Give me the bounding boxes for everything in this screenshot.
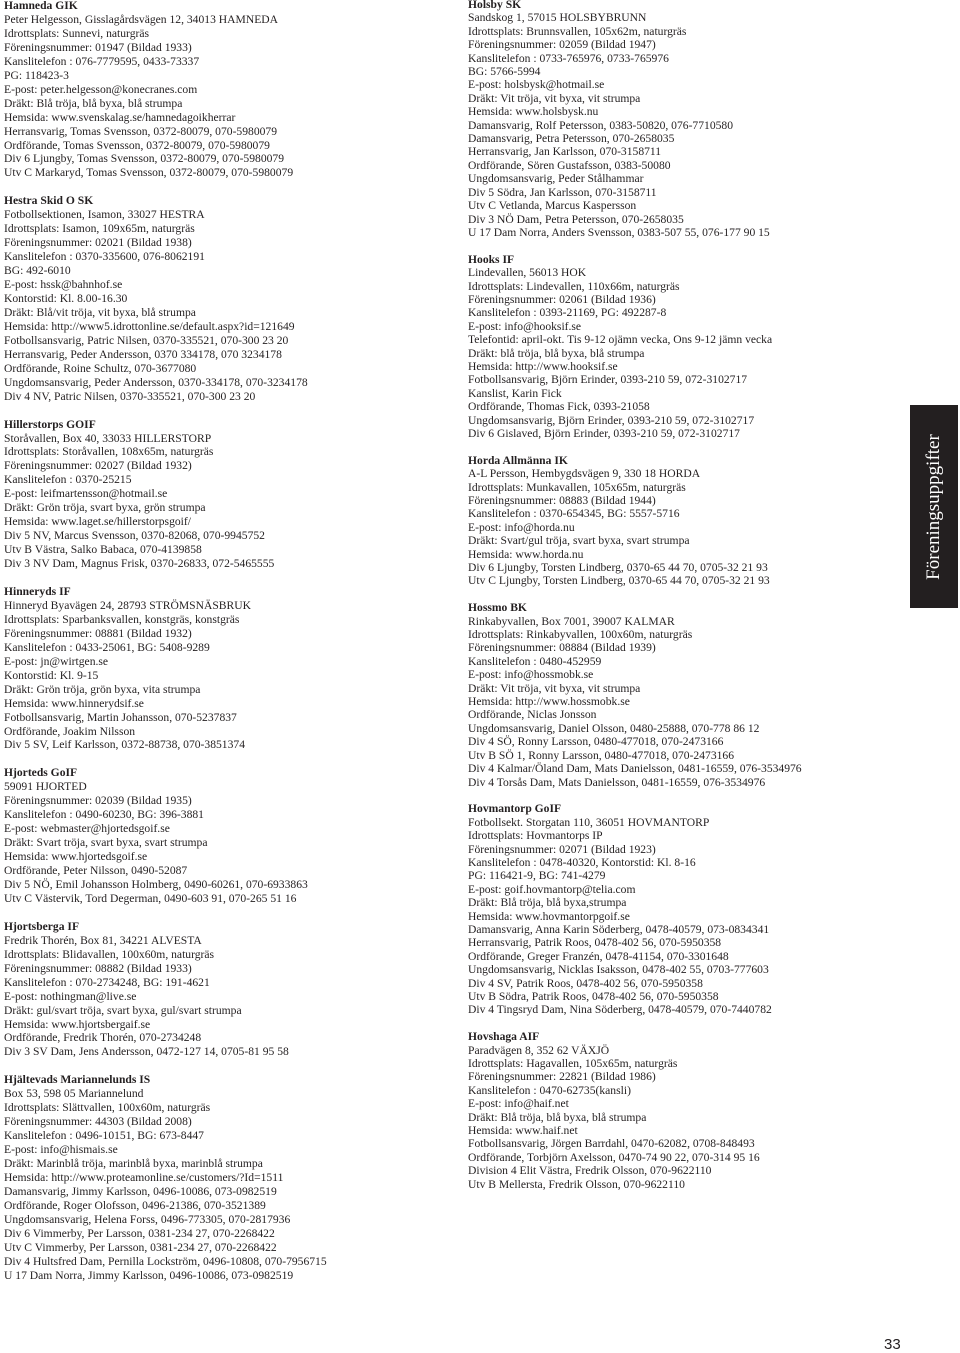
club-detail-line: Div 4 Hultsfred Dam, Pernilla Lockström, 0496-10808, 070-7956715 [4,1254,327,1268]
page-number: 33 [884,1336,901,1353]
club-detail-line: E-post: info@haif.net [468,1097,569,1111]
club-detail-line: Dräkt: Blå tröja, blå byxa, blå strumpa [4,96,183,110]
club-detail-line: Föreningsnummer: 08882 (Bildad 1933) [4,961,192,975]
club-detail-line: Kanslitelefon : 0480-452959 [468,654,602,668]
club-detail-line: Kanslitelefon : 0370-335600, 076-8062191 [4,250,205,264]
club-detail-line: Föreningsnummer: 02059 (Bildad 1947) [468,38,656,52]
club-detail-line: Ordförande, Thomas Fick, 0393-21058 [468,400,650,414]
club-detail-line: BG: 492-6010 [4,264,71,278]
club-detail-line: Kontorstid: Kl. 9-15 [4,668,99,682]
section-side-tab [910,405,958,608]
club-detail-line: Ordförande, Fredrik Thorén, 070-2734248 [4,1031,202,1045]
club-detail-line: Kanslist, Karin Fick [468,386,562,400]
club-detail-line: Herransvarig, Tomas Svensson, 0372-80079, 070-5980079 [4,124,278,138]
club-detail-line: Herransvarig, Patrik Roos, 0478-402 56, 070-5950358 [468,936,722,950]
club-detail-line: BG: 5766-5994 [468,65,541,79]
club-detail-line: Idrottsplats: Munkavallen, 105x65m, naturgräs [468,480,686,494]
club-entry [468,802,802,1017]
club-detail-line: Div 6 Ljungby, Torsten Lindberg, 0370-65 44 70, 0705-32 21 93 [468,561,768,575]
club-detail-line: Utv C Vetlanda, Marcus Kaspersson [468,199,637,213]
club-detail-line: Hemsida: www.haif.net [468,1124,578,1138]
club-detail-line: E-post: info@hooksif.se [468,319,582,333]
club-detail-line: PG: 118423-3 [4,68,69,82]
club-detail-line: Hemsida: http://www5.idrottonline.se/default.aspx?id=121649 [4,319,295,333]
club-detail-line: Idrottsplats: Hagavallen, 105x65m, naturgräs [468,1057,678,1071]
club-detail-line: E-post: info@hismais.se [4,1143,118,1157]
club-detail-line: Damansvarig, Anna Karin Söderberg, 0478-40579, 073-0834341 [468,922,770,936]
club-detail-line: Hemsida: www.hovmantorpgoif.se [468,909,630,923]
club-detail-line: Telefontid: april-okt. Tis 9-12 ojämn vecka, Ons 9-12 jämn vecka [468,333,773,347]
club-detail-line: Damansvarig, Petra Petersson, 070-2658035 [468,132,675,146]
club-detail-line: Div 6 Gislaved, Björn Erinder, 0393-210 59, 072-3102717 [468,426,740,440]
section-side-tab-label: Föreningsuppgifter [923,433,944,580]
club-detail-line: Utv B Mellersta, Fredrik Olsson, 070-9622110 [468,1177,685,1191]
club-detail-line: Div 5 NV, Marcus Svensson, 0370-82068, 070-9945752 [4,529,265,543]
club-detail-line: Hemsida: www.hinnerydsif.se [4,696,144,710]
club-detail-line: Hemsida: http://www.hossmobk.se [468,695,630,709]
club-detail-line: Div 3 NV Dam, Magnus Frisk, 0370-26833, 072-5465555 [4,557,275,571]
club-detail-line: Föreningsnummer: 01947 (Bildad 1933) [4,40,192,54]
club-detail-line: Division 4 Elit Västra, Fredrik Olsson, 070-9622110 [468,1164,712,1178]
club-detail-line: Storåvallen, Box 40, 33033 HILLERSTORP [4,431,212,445]
club-detail-line: Ordförande, Torbjörn Axelsson, 0470-74 90 22, 070-314 95 16 [468,1150,760,1164]
club-detail-line: Div 5 SV, Leif Karlsson, 0372-88738, 070-3851374 [4,738,245,752]
club-detail-line: Div 5 Södra, Jan Karlsson, 070-3158711 [468,185,657,199]
club-detail-line: Utv C Västervik, Tord Degerman, 0490-603 91, 070-265 51 16 [4,891,297,905]
club-detail-line: Hemsida: http://www.proteamonline.se/customers/?Id=1511 [4,1170,284,1184]
club-detail-line: Idrottsplats: Lindevallen, 110x66m, naturgräs [468,279,680,293]
club-detail-line: Kanslitelefon : 0393-21169, PG: 492287-8 [468,306,667,320]
club-detail-line: Kanslitelefon : 0478-40320, Kontorstid: Kl. 8-16 [468,855,696,869]
club-detail-line: Fredrik Thorén, Box 81, 34221 ALVESTA [4,933,202,947]
club-detail-line: Dräkt: Vit tröja, vit byxa, vit strumpa [468,91,641,105]
club-detail-line: Föreningsnummer: 22821 (Bildad 1986) [468,1070,656,1084]
club-detail-line: Div 4 Tingsryd Dam, Nina Söderberg, 0478-40579, 070-7440782 [468,1003,772,1017]
club-detail-line: Box 53, 598 05 Mariannelund [4,1087,144,1101]
club-detail-line: Utv C Markaryd, Tomas Svensson, 0372-80079, 070-5980079 [4,166,294,180]
club-detail-line: Föreningsnummer: 02071 (Bildad 1923) [468,842,656,856]
club-detail-line: Hinneryd Byavägen 24, 28793 STRÖMSNÄSBRUK [4,598,252,612]
club-detail-line: Ordförande, Peter Nilsson, 0490-52087 [4,864,188,878]
club-entry [4,1073,327,1282]
club-detail-line: Utv C Ljungby, Torsten Lindberg, 0370-65 44 70, 0705-32 21 93 [468,574,770,588]
club-detail-line: Kanslitelefon : 0496-10151, BG: 673-8447 [4,1129,204,1143]
left-column [4,0,327,1297]
club-name: Hovshaga AIF [468,1030,540,1044]
club-detail-line: Kontorstid: Kl. 8.00-16.30 [4,292,128,305]
club-detail-line: E-post: jn@wirtgen.se [4,654,109,668]
club-entry [468,253,802,441]
club-entry [4,194,327,403]
club-detail-line: PG: 116421-9, BG: 741-4279 [468,869,606,883]
club-detail-line: Ordförande, Sören Gustafsson, 0383-50080 [468,158,671,172]
club-detail-line: E-post: nothingman@live.se [4,989,137,1003]
club-name: Hjorteds GoIF [4,766,78,780]
club-detail-line: Fotbollsansvarig, Patric Nilsen, 0370-335521, 070-300 23 20 [4,333,289,347]
club-detail-line: Dräkt: Vit tröja, vit byxa, vit strumpa [468,681,641,695]
club-detail-line: Dräkt: Blå tröja, blå byxa,strumpa [468,896,627,910]
club-detail-line: Dräkt: Grön tröja, grön byxa, vita strumpa [4,682,201,696]
club-name: Holsby SK [468,0,522,11]
club-detail-line: Ungdomsansvarig, Björn Erinder, 0393-210 59, 072-3102717 [468,413,755,427]
club-detail-line: Utv C Vimmerby, Per Larsson, 0381-234 27, 070-2268422 [4,1240,277,1254]
club-detail-line: Herransvarig, Peder Andersson, 0370 334178, 070 3234178 [4,347,282,361]
club-detail-line: Ordförande, Niclas Jonsson [468,708,597,722]
club-detail-line: E-post: hssk@bahnhof.se [4,278,123,292]
club-detail-line: Peter Helgesson, Gisslagårdsvägen 12, 34013 HAMNEDA [4,12,279,26]
club-detail-line: E-post: holsbysk@hotmail.se [468,78,605,92]
club-detail-line: Föreningsnummer: 08881 (Bildad 1932) [4,626,192,640]
club-detail-line: Sandskog 1, 57015 HOLSBYBRUNN [468,11,647,25]
club-entry [4,766,327,906]
club-name: Hestra Skid O SK [4,194,94,208]
club-detail-line: E-post: peter.helgesson@konecranes.com [4,82,198,96]
club-detail-line: Dräkt: Svart/gul tröja, svart byxa, svart strumpa [468,534,690,548]
club-detail-line: Idrottsplats: Brunnsvallen, 105x62m, naturgräs [468,24,687,38]
club-detail-line: Fotbollsansvarig, Jörgen Barrdahl, 0470-62082, 0708-848493 [468,1137,755,1151]
right-column [468,0,802,1204]
club-detail-line: Div 4 SV, Patrik Roos, 0478-402 56, 070-5950358 [468,976,703,990]
club-detail-line: Ordförande, Roine Schultz, 070-3677080 [4,361,197,375]
club-detail-line: Utv B Södra, Patrik Roos, 0478-402 56, 070-5950358 [468,990,719,1003]
club-entry [468,601,802,789]
club-entry [468,0,802,239]
club-detail-line: E-post: webmaster@hjortedsgoif.se [4,822,170,836]
club-entry [4,920,327,1060]
club-detail-line: Utv B Västra, Salko Babaca, 070-4139858 [4,543,202,557]
club-detail-line: Föreningsnummer: 08883 (Bildad 1944) [468,494,656,507]
club-detail-line: Idrottsplats: Blidavallen, 100x60m, naturgräs [4,947,215,961]
club-detail-line: Kanslitelefon : 0470-62735(kansli) [468,1083,631,1097]
club-entry [468,454,802,588]
club-entry [468,1030,802,1191]
club-detail-line: Dräkt: Blå/vit tröja, vit byxa, blå strumpa [4,305,196,319]
club-detail-line: Idrottsplats: Sunnevi, naturgräs [4,26,150,40]
club-detail-line: Föreningsnummer: 08884 (Bildad 1939) [468,641,656,655]
club-name: Hinneryds IF [4,584,71,598]
club-detail-line: Ungdomsansvarig, Peder Stålhammar [468,172,644,186]
club-detail-line: Ungdomsansvarig, Daniel Olsson, 0480-25888, 070-778 86 12 [468,721,760,735]
club-entry [4,418,327,571]
club-detail-line: Damansvarig, Rolf Petersson, 0383-50820, 076-7710580 [468,118,734,132]
club-detail-line: Dräkt: Blå tröja, blå byxa, blå strumpa [468,1110,647,1124]
club-name: Hjältevads Mariannelunds IS [4,1073,151,1087]
club-entry [4,0,327,180]
club-detail-line: Kanslitelefon : 070-2734248, BG: 191-4621 [4,975,210,989]
club-detail-line: Div 4 Torsås Dam, Mats Danielsson, 0481-16559, 076-3534976 [468,775,766,789]
club-detail-line: Dräkt: Svart tröja, svart byxa, svart strumpa [4,836,208,850]
club-name: Hovmantorp GoIF [468,802,562,816]
club-detail-line: Idrottsplats: Slättvallen, 100x60m, naturgräs [4,1101,211,1115]
club-detail-line: Div 5 NÖ, Emil Johansson Holmberg, 0490-60261, 070-6933863 [4,877,308,891]
club-detail-line: Fotbollsansvarig, Martin Johansson, 070-5237837 [4,710,237,724]
club-detail-line: Kanslitelefon : 0370-25215 [4,473,132,487]
club-detail-line: Ungdomsansvarig, Helena Forss, 0496-773305, 070-2817936 [4,1212,291,1226]
club-detail-line: Fotbollsekt. Storgatan 110, 36051 HOVMANTORP [468,815,710,829]
club-detail-line: Hemsida: www.hjortsbergaif.se [4,1017,151,1031]
club-detail-line: 59091 HJORTED [4,780,87,794]
club-detail-line: Idrottsplats: Sparbanksvallen, konstgräs, konstgräs [4,612,240,626]
club-detail-line: Föreningsnummer: 02027 (Bildad 1932) [4,459,192,473]
club-detail-line: Idrottsplats: Storåvallen, 108x65m, naturgräs [4,445,214,459]
club-entry [4,585,327,752]
club-detail-line: E-post: info@horda.nu [468,520,575,534]
club-detail-line: Hemsida: www.svenskalag.se/hamnedagoikherrar [4,110,236,124]
club-detail-line: Idrottsplats: Isamon, 109x65m, naturgräs [4,222,195,236]
club-name: Hillerstorps GOIF [4,417,96,431]
club-detail-line: Dräkt: Grön tröja, svart byxa, grön strumpa [4,501,206,515]
club-detail-line: Ungdomsansvarig, Peder Andersson, 0370-334178, 070-3234178 [4,375,308,389]
club-detail-line: Ordförande, Tomas Svensson, 0372-80079, 070-5980079 [4,138,270,152]
club-detail-line: Kanslitelefon : 0433-25061, BG: 5408-9289 [4,640,210,654]
club-detail-line: Lindevallen, 56013 HOK [468,266,587,280]
club-detail-line: Dräkt: Marinblå tröja, marinblå byxa, marinblå strumpa [4,1157,263,1171]
club-detail-line: A-L Persson, Hembygdsvägen 9, 330 18 HORDA [468,467,701,481]
club-detail-line: Hemsida: www.laget.se/hillerstorpsgoif/ [4,515,191,529]
club-detail-line: Rinkabyvallen, Box 7001, 39007 KALMAR [468,614,675,628]
club-detail-line: Ungdomsansvarig, Nicklas Isaksson, 0478-402 55, 0703-777603 [468,963,769,977]
club-detail-line: Kanslitelefon : 0370-654345, BG: 5557-5716 [468,507,680,521]
club-detail-line: Föreningsnummer: 02021 (Bildad 1938) [4,236,192,250]
club-detail-line: Fotbollsektionen, Isamon, 33027 HESTRA [4,208,205,222]
club-detail-line: Herransvarig, Jan Karlsson, 070-3158711 [468,145,662,159]
club-detail-line: Div 4 Kalmar/Öland Dam, Mats Danielsson, 0481-16559, 076-3534976 [468,762,802,776]
club-detail-line: Kanslitelefon : 0733-765976, 0733-765976 [468,51,669,65]
club-name: Hossmo BK [468,601,527,615]
club-detail-line: Hemsida: www.hjortedsgoif.se [4,850,148,864]
club-detail-line: Ordförande, Greger Franzén, 0478-41154, 070-3301648 [468,949,729,963]
club-detail-line: Div 4 NV, Patric Nilsen, 0370-335521, 070-300 23 20 [4,389,256,403]
club-detail-line: U 17 Dam Norra, Jimmy Karlsson, 0496-10086, 073-0982519 [4,1268,294,1282]
club-detail-line: Hemsida: http://www.hooksif.se [468,359,618,373]
club-detail-line: Div 6 Ljungby, Tomas Svensson, 0372-80079, 070-5980079 [4,152,285,166]
club-name: Hamneda GIK [4,0,78,12]
club-name: Hooks IF [468,252,515,266]
club-detail-line: Div 3 NÖ Dam, Petra Petersson, 070-2658035 [468,212,684,226]
club-detail-line: Hemsida: www.holsbysk.nu [468,105,599,119]
club-detail-line: Idrottsplats: Rinkabyvallen, 100x60m, naturgräs [468,628,693,642]
club-detail-line: Div 4 SÖ, Ronny Larsson, 0480-477018, 070-2473166 [468,735,724,749]
club-name: Horda Allmänna IK [468,453,568,467]
club-detail-line: Föreningsnummer: 44303 (Bildad 2008) [4,1115,192,1129]
club-detail-line: Ordförande, Roger Olofsson, 0496-21386, 070-3521389 [4,1198,266,1212]
club-detail-line: Div 6 Vimmerby, Per Larsson, 0381-234 27, 070-2268422 [4,1226,275,1240]
club-detail-line: Ordförande, Joakim Nilsson [4,724,136,738]
club-detail-line: Föreningsnummer: 02039 (Bildad 1935) [4,794,192,808]
club-detail-line: Kanslitelefon : 0490-60230, BG: 396-3881 [4,808,204,822]
club-detail-line: Fotbollsansvarig, Björn Erinder, 0393-210 59, 072-3102717 [468,373,748,387]
club-detail-line: Hemsida: www.horda.nu [468,547,584,561]
club-name: Hjortsberga IF [4,919,80,933]
club-detail-line: E-post: leifmartensson@hotmail.se [4,487,168,501]
club-detail-line: Utv B SÖ 1, Ronny Larsson, 0480-477018, 070-2473166 [468,748,735,762]
club-detail-line: Föreningsnummer: 02061 (Bildad 1936) [468,292,656,306]
club-detail-line: Paradvägen 8, 352 62 VÄXJÖ [468,1043,610,1057]
club-detail-line: Kanslitelefon : 076-7779595, 0433-73337 [4,54,200,68]
club-detail-line: Dräkt: gul/svart tröja, svart byxa, gul/svart strumpa [4,1003,242,1017]
club-detail-line: Damansvarig, Jimmy Karlsson, 0496-10086, 073-0982519 [4,1184,277,1198]
club-detail-line: E-post: goif.hovmantorp@telia.com [468,882,636,896]
club-detail-line: Dräkt: blå tröja, blå byxa, blå strumpa [468,346,645,360]
club-detail-line: U 17 Dam Norra, Anders Svensson, 0383-507 55, 076-177 90 15 [468,225,770,239]
club-detail-line: E-post: info@hossmobk.se [468,668,594,682]
club-detail-line: Idrottsplats: Hovmantorps IP [468,829,603,843]
club-detail-line: Div 3 SV Dam, Jens Andersson, 0472-127 14, 0705-81 95 58 [4,1045,289,1059]
